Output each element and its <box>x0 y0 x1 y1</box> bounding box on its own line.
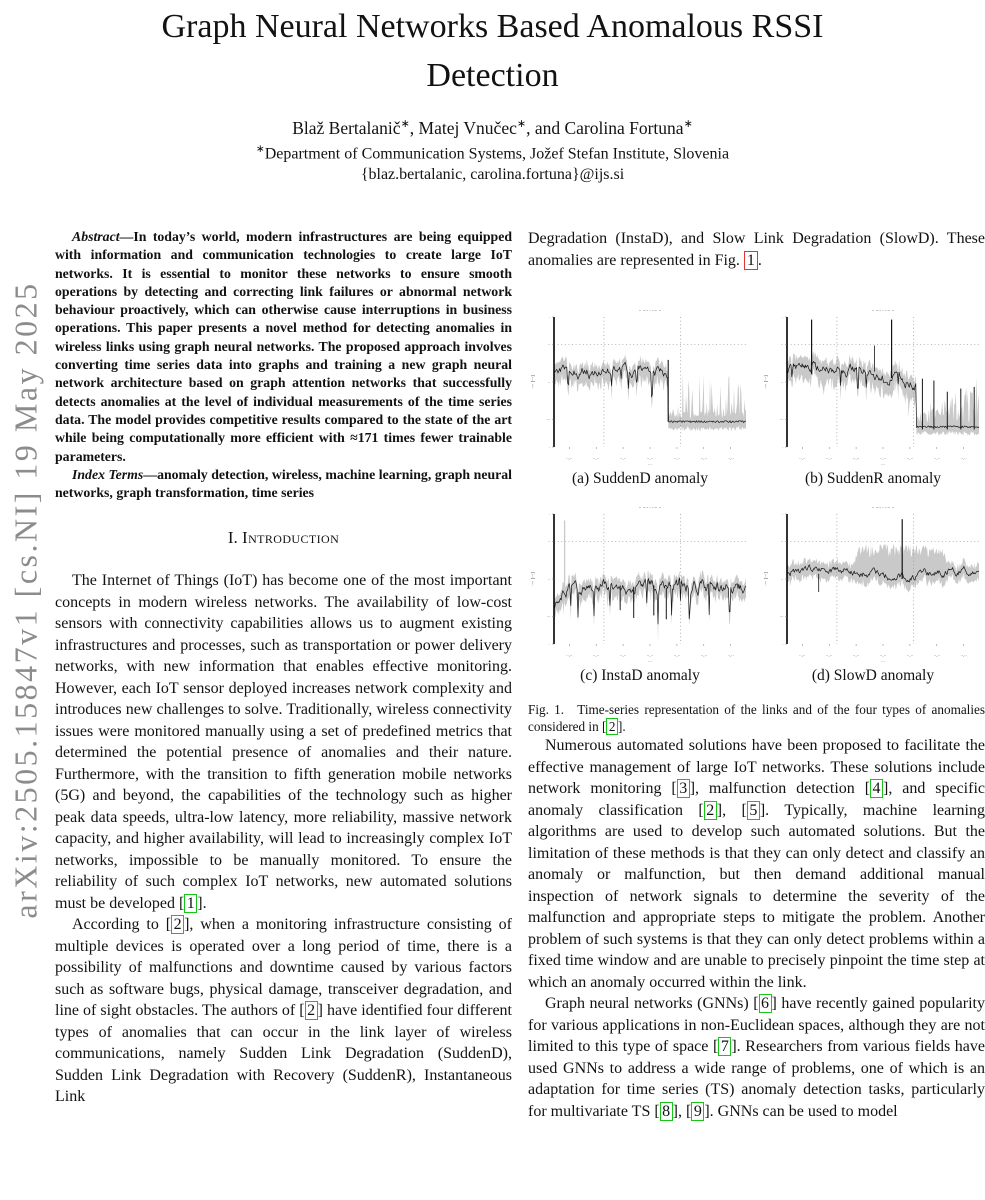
svg-text:··-··: ··-·· <box>852 456 860 461</box>
continuation-paragraph: Degradation (InstaD), and Slow Link Degradation (SlowD). These anomalies are represented in Fig. 1 . <box>528 230 985 269</box>
svg-text:··-··: ··-·· <box>700 456 707 461</box>
citation-link-2[interactable]: 2 <box>606 718 618 735</box>
abstract-paragraph: Abstract—In today’s world, modern infrastructures are being equipped with information and communication technologies to create large IoT networks. It is essential to monitor these networks to ensure smooth operations by detecting and correcting link failures or abnormal network behaviour proactively, which can otherwise cause interruptions in business operations. This paper presents a novel method for detecting anomalies in wireless links using graph neural networks. The proposed approach involves converting time series data into graphs and training a new graph neural network architecture based on graph attention networks that successfully detects anomalies at the level of individual measurements of the time series data. The model provides competitive results compared to the state of the art while being computationally more efficient with ≈171 times fewer trainable parameters. <box>55 229 512 464</box>
intro-paragraph-1: The Internet of Things (IoT) has become one of the most important concepts in modern wireless networks. The availability of low-cost sensors with connectivity capabilities allows us to augment existing infrastructures and processes, such as transportation or power delivery networks, with new information that enables effective monitoring. However, each IoT sensor deployed increases network complexity and introduces new challenges to solve. Traditionally, wireless connectivity issues were monitored manually using a set of predefined metrics that determined the potential presence of anomalies and their nature. Furthermore, with the transition to fifth generation mobile networks (5G) and beyond, the capabilities of the technology such as higher peak data speeds, ultra-low latency, more reliability, massive network capacity, and higher availability, will lead to increasingly complex IoT networks, impossible to be manually monitored. To ensure the reliability of such complex IoT networks, new automated solutions must be developed [ 1 ]. <box>55 572 512 912</box>
svg-text:··-··: ··-·· <box>700 653 707 658</box>
citation-link-3[interactable]: 3 <box>677 779 690 798</box>
affiliation-text: Department of Communication Systems, Jožef Stefan Institute, Slovenia <box>264 145 730 163</box>
svg-text:··: ·· <box>547 380 550 385</box>
svg-text:···· [···]: ···· [···] <box>530 572 536 586</box>
paper-title <box>0 2 985 100</box>
svg-text:·: · <box>548 642 550 647</box>
svg-text:··-··: ··-·· <box>826 456 833 461</box>
right-column <box>528 228 985 1200</box>
svg-text:·· ···· · ···· ··: ·· ···· · ···· ·· <box>638 505 662 510</box>
subfigure-c <box>528 502 752 685</box>
svg-text:··-··: ··-·· <box>906 456 914 461</box>
author-name: Carolina Fortuna <box>564 117 684 138</box>
affiliation-marker: ∗ <box>255 144 265 155</box>
paragraph-lead: Abstract <box>72 229 120 244</box>
svg-text:···· [···]: ···· [···] <box>763 375 769 389</box>
svg-text:··-··: ··-·· <box>566 456 573 461</box>
svg-text:··-··: ··-·· <box>799 456 806 461</box>
email-line: {blaz.bertalanic, carolina.fortuna}@ijs.si <box>360 166 625 183</box>
index-terms-paragraph: Index Terms—anomaly detection, wireless, machine learning, graph neural networks, graph transformation, time series <box>55 466 512 501</box>
related-paragraph-2: Graph neural networks (GNNs) [ 6 ] have recently gained popularity for various applications in non-Euclidean spaces, although they are not limited to this type of space [ 7 ]. Researchers from various fields have used GNNs to address a wide range of problems, one of which is an adaptation for time series (TS) anomaly detection tasks, particularly for multivariate TS [ 8 ], [ 9 ]. GNNs can be used to model <box>528 995 985 1120</box>
svg-text:··-··: ··-·· <box>879 653 887 658</box>
author-marker: ∗ <box>400 118 410 130</box>
svg-text:··-··: ··-·· <box>799 653 806 658</box>
svg-text:···: ··· <box>546 418 550 423</box>
svg-text:··: ·· <box>780 380 783 385</box>
citation-link-8[interactable]: 8 <box>660 1102 673 1121</box>
svg-text:·: · <box>548 512 550 517</box>
svg-text:··: ·· <box>547 539 550 544</box>
paragraph-lead: Index Terms <box>72 466 144 482</box>
figure-1-caption: Fig. 1. Time-series representation of the links and of the four types of anomalies considered in [ 2 ]. <box>528 702 985 735</box>
svg-text:··-··: ··-·· <box>673 653 681 658</box>
citation-link-2[interactable]: 2 <box>305 1001 318 1020</box>
svg-text:··-··: ··-·· <box>933 653 940 658</box>
subplot-d-chart <box>761 502 985 664</box>
citation-link-6[interactable]: 6 <box>759 994 772 1013</box>
svg-text:··-··: ··-·· <box>852 653 860 658</box>
author-marker: ∗ <box>516 118 527 130</box>
svg-text:··-··: ··-·· <box>960 653 967 658</box>
citation-link-4[interactable]: 4 <box>870 779 883 798</box>
arxiv-watermark: arXiv:2505.15847v1 [cs.NI] 19 May 2025 <box>7 281 44 919</box>
citation-link-2[interactable]: 2 <box>171 915 184 934</box>
intro-paragraph-2: According to [ 2 ], when a monitoring infrastructure consisting of multiple devices is operated over a long period of time, there is a possibility of malfunctions and downtime caused by various factors such as software bugs, physical damage, transceiver degradation, and line of sight obstacles. The authors of [ 2 ] have identified four different types of anomalies that can occur in the link layer of wireless communications, namely Sudden Link Degradation (SuddenD), Sudden Link Degradation with Recovery (SuddenR), Instantaneous Link <box>55 916 512 1106</box>
svg-text:··-··: ··-·· <box>619 653 627 658</box>
svg-text:·: · <box>781 445 783 450</box>
affiliation-line <box>0 143 985 163</box>
svg-text:··-··: ··-·· <box>566 653 573 658</box>
svg-text:··-··: ··-·· <box>646 456 654 461</box>
subplot-c-chart <box>528 502 752 664</box>
svg-text:···: ··· <box>546 615 550 620</box>
svg-text:···· [···]: ···· [···] <box>763 572 769 586</box>
related-paragraph-1: Numerous automated solutions have been proposed to facilitate the effective management of large IoT networks. These solutions include network monitoring [ 3 ], malfunction detection [ 4 ], and specific anomaly classification [ 2 ], [ 5 ]. Typically, machine learning algorithms are used to develop such automated solutions. But the limitation of these methods is that they can only detect and classify an anomaly or malfunction, but then demand additional manual inspection of network signals to determine the severity of the malfunction and appropriate steps to mitigate the problem. Another problem of such systems is that they can only detect problems within a fixed time window and are unable to precisely pinpoint the time step at which an anomaly occurred within the link. <box>528 737 985 991</box>
svg-text:··: ·· <box>780 577 783 582</box>
subfigure-b <box>761 305 985 488</box>
svg-text:··-··: ··-·· <box>593 456 600 461</box>
svg-text:·: · <box>548 315 550 320</box>
svg-text:·: · <box>781 315 783 320</box>
svg-text:···: ··· <box>779 418 783 423</box>
author-name: Blaž Bertalanič <box>292 117 401 138</box>
svg-text:··-··: ··-·· <box>727 653 734 658</box>
svg-text:··: ·· <box>547 577 550 582</box>
svg-text:···: ··· <box>779 615 783 620</box>
svg-text:···· [···]: ···· [···] <box>530 375 536 389</box>
subplot-a-chart <box>528 305 752 467</box>
svg-text:··: ·· <box>780 539 783 544</box>
left-column <box>55 228 512 1200</box>
citation-link-2[interactable]: 2 <box>704 801 717 820</box>
subfigure-caption-c: (c) InstaD anomaly <box>580 667 700 684</box>
svg-text:···: ··· <box>648 658 652 664</box>
citation-link-7[interactable]: 7 <box>718 1037 731 1056</box>
svg-text:···: ··· <box>881 461 885 467</box>
svg-text:··: ·· <box>547 342 550 347</box>
svg-text:·: · <box>781 512 783 517</box>
authors-line: Blaž Bertalanič∗, Matej Vnučec∗, and Carolina Fortuna∗ <box>292 117 693 138</box>
subfigure-caption-d: (d) SlowD anomaly <box>811 667 935 684</box>
figure-1 <box>528 305 985 685</box>
svg-text:··: ·· <box>780 342 783 347</box>
citation-link-5[interactable]: 5 <box>747 801 760 820</box>
paper-title-line2: Detection <box>426 57 559 94</box>
svg-text:·: · <box>548 445 550 450</box>
subfigure-caption-b: (b) SuddenR anomaly <box>804 470 942 487</box>
author-marker: ∗ <box>683 118 693 130</box>
figure-ref-link[interactable]: 1 <box>744 251 758 270</box>
svg-text:···: ··· <box>881 658 885 664</box>
subplot-b-chart <box>761 305 985 467</box>
svg-text:··-··: ··-·· <box>673 456 681 461</box>
citation-link-1[interactable]: 1 <box>184 894 197 913</box>
svg-text:··-··: ··-·· <box>933 456 940 461</box>
svg-text:··-··: ··-·· <box>593 653 600 658</box>
subfigure-d <box>761 502 985 685</box>
subfigure-a <box>528 305 752 488</box>
svg-text:···: ··· <box>648 461 652 467</box>
paper-title-line1: Graph Neural Networks Based Anomalous RSSI <box>161 8 824 45</box>
citation-link-9[interactable]: 9 <box>691 1102 704 1121</box>
svg-text:··-··: ··-·· <box>619 456 627 461</box>
svg-text:··-··: ··-·· <box>646 653 654 658</box>
svg-text:··-··: ··-·· <box>906 653 914 658</box>
svg-text:·: · <box>781 642 783 647</box>
section-heading-introduction: I. Introduction <box>227 528 340 548</box>
svg-text:·· ···· · ···· ··: ·· ···· · ···· ·· <box>871 505 895 510</box>
svg-text:·· ···· · ···· ··: ·· ···· · ···· ·· <box>871 308 895 313</box>
subfigure-caption-a: (a) SuddenD anomaly <box>571 470 709 487</box>
svg-text:·· ···· · ···· ··: ·· ···· · ···· ·· <box>638 308 662 313</box>
author-name: Matej Vnučec <box>418 117 517 138</box>
svg-text:··-··: ··-·· <box>879 456 887 461</box>
svg-text:··-··: ··-·· <box>727 456 734 461</box>
svg-text:··-··: ··-·· <box>960 456 967 461</box>
svg-text:··-··: ··-·· <box>826 653 833 658</box>
